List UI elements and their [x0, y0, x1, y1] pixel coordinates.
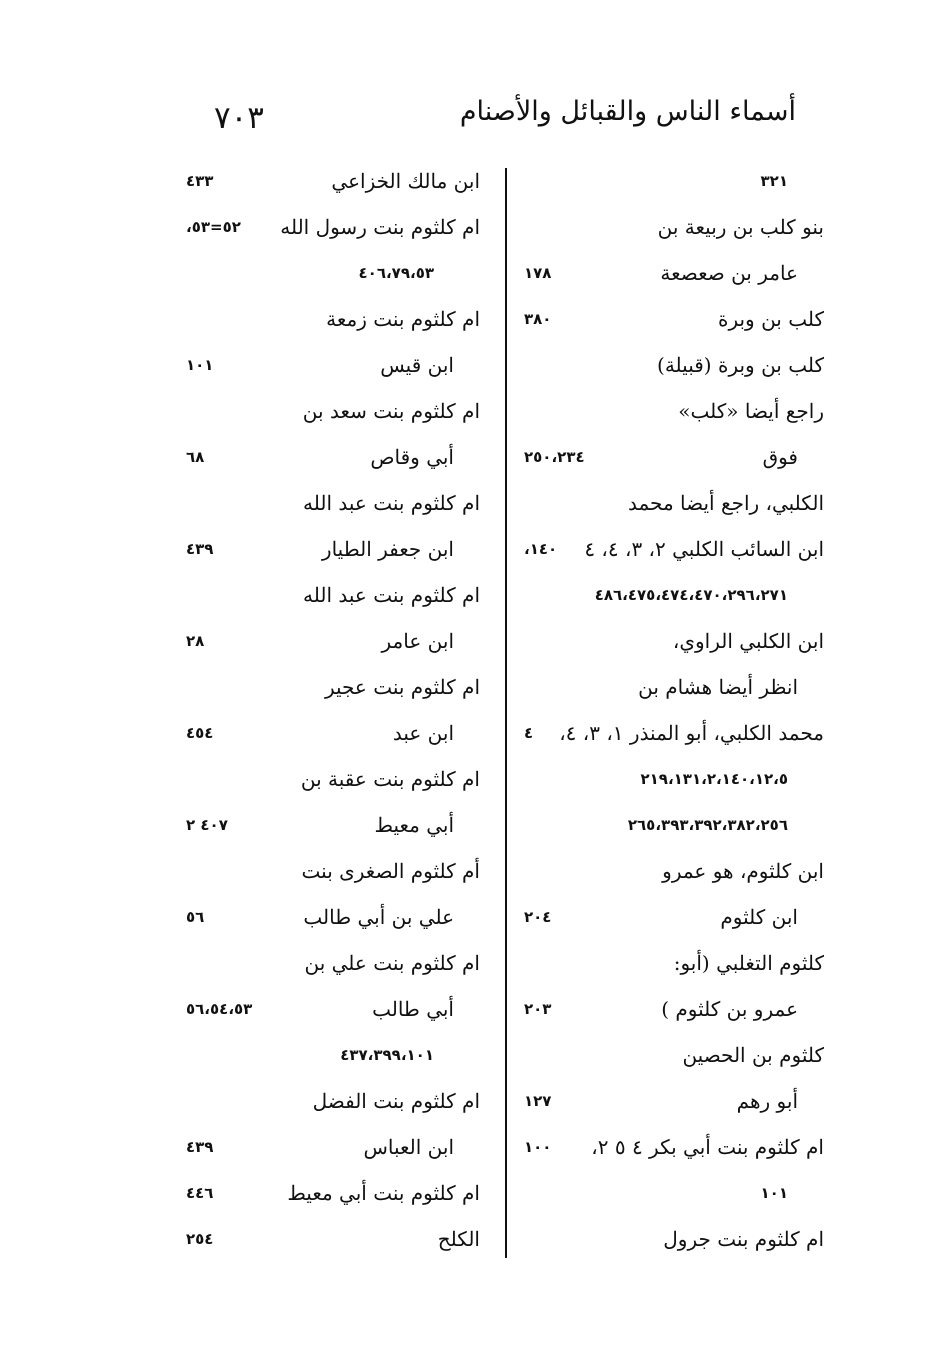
- entry-name: ابن عبد: [392, 721, 454, 745]
- index-entry: [176, 710, 494, 756]
- entry-name: ابن كلثوم: [720, 905, 798, 929]
- index-entry: [176, 342, 494, 388]
- entry-name: ام كلثوم بنت أبي بكر ٤ ٥ ٢،: [591, 1135, 824, 1159]
- entry-page-refs: ٢٦٥،٣٩٣،٣٩٢،٣٨٢،٢٥٦: [627, 816, 788, 834]
- column-divider: [505, 168, 507, 1258]
- index-entry: [518, 434, 828, 480]
- entry-name: ابن عامر: [381, 629, 454, 653]
- entry-name: ابن قيس: [380, 353, 454, 377]
- entry-name: كلب بن وبرة: [717, 307, 824, 331]
- entry-name: ام كلثوم بنت علي بن: [304, 951, 480, 975]
- entry-page-refs: ٥٦،٥٤،٥٣: [186, 1000, 253, 1018]
- index-entry: [518, 710, 828, 756]
- index-entry: [518, 388, 828, 434]
- entry-name: فوق: [762, 445, 798, 469]
- index-entry: [518, 1078, 828, 1124]
- entry-page-refs: ٥٢=٥٣،: [186, 218, 241, 236]
- right-index-column: [518, 158, 828, 1262]
- index-entry: [176, 204, 494, 250]
- entry-page-refs: ١٠١: [760, 1184, 788, 1202]
- index-entry: [176, 296, 494, 342]
- entry-page-refs: ٤٠٧ ٢: [186, 816, 228, 834]
- left-index-column: [176, 158, 494, 1262]
- entry-name: ام كلثوم بنت عبد الله: [303, 583, 480, 607]
- index-entry: [518, 480, 828, 526]
- entry-name: الكلبي، راجع أيضا محمد: [627, 491, 824, 515]
- entry-page-refs: ١٤٠،: [524, 540, 558, 558]
- index-entry: [176, 940, 494, 986]
- entry-name: كلثوم بن الحصين: [682, 1043, 824, 1067]
- entry-name: ام كلثوم بنت أبي معيط: [287, 1181, 480, 1205]
- index-entry: [518, 1216, 828, 1262]
- page-title: أسماء الناس والقبائل والأصنام: [459, 96, 796, 127]
- page-number: ٧٠٣: [214, 100, 264, 136]
- entry-page-refs: ٢٠٤: [524, 908, 552, 926]
- index-entry: [176, 572, 494, 618]
- index-entry: [176, 894, 494, 940]
- entry-name: ابن العباس: [363, 1135, 454, 1159]
- entry-name: ام كلثوم بنت عقبة بن: [300, 767, 480, 791]
- entry-page-refs: ٤٣٧،٣٩٩،١٠١: [340, 1046, 434, 1064]
- entry-name: كلب بن وبرة (قبيلة): [657, 353, 824, 377]
- entry-name: ابن الكلبي الراوي،: [672, 629, 824, 653]
- entry-page-refs: ٤٤٦: [186, 1184, 214, 1202]
- entry-name: ابن مالك الخزاعي: [331, 169, 480, 193]
- index-entry: [518, 848, 828, 894]
- index-entry: [176, 250, 494, 296]
- entry-name: ام كلثوم بنت زمعة: [326, 307, 480, 331]
- entry-name: ام كلثوم بنت جرول: [663, 1227, 824, 1251]
- page-header: [0, 96, 944, 146]
- entry-page-refs: ٤٣٩: [186, 1138, 214, 1156]
- entry-name: أبي طالب: [372, 997, 454, 1021]
- index-entry: [176, 664, 494, 710]
- entry-name: أم كلثوم الصغرى بنت: [301, 859, 480, 883]
- index-entry: [176, 526, 494, 572]
- index-entry: [518, 526, 828, 572]
- entry-page-refs: ٢٨: [186, 632, 205, 650]
- entry-name: بنو كلب بن ربيعة بن: [657, 215, 824, 239]
- index-entry: [518, 1032, 828, 1078]
- index-entry: [176, 1216, 494, 1262]
- index-entry: [176, 158, 494, 204]
- index-entry: [176, 1124, 494, 1170]
- entry-name: ام كلثوم بنت سعد بن: [302, 399, 480, 423]
- index-entry: [176, 986, 494, 1032]
- entry-page-refs: ١٧٨: [524, 264, 552, 282]
- index-entry: [518, 158, 828, 204]
- entry-page-refs: ٥٦: [186, 908, 205, 926]
- index-entry: [176, 480, 494, 526]
- index-entry: [518, 1124, 828, 1170]
- entry-name: ام كلثوم بنت عبد الله: [303, 491, 480, 515]
- index-entry: [176, 848, 494, 894]
- index-entry: [176, 802, 494, 848]
- entry-name: علي بن أبي طالب: [303, 905, 454, 929]
- index-entry: [518, 296, 828, 342]
- entry-name: ام كلثوم بنت الفضل: [312, 1089, 480, 1113]
- entry-name: ابن جعفر الطيار: [321, 537, 454, 561]
- entry-name: أبو رهم: [736, 1089, 798, 1113]
- entry-page-refs: ١٠٠: [524, 1138, 552, 1156]
- index-entry: [176, 1032, 494, 1078]
- index-entry: [518, 1170, 828, 1216]
- entry-page-refs: ٤٣٣: [186, 172, 214, 190]
- index-entry: [518, 986, 828, 1032]
- entry-page-refs: ٤٣٩: [186, 540, 214, 558]
- entry-name: ابن السائب الكلبي ٢، ٣، ٤، ٤: [584, 537, 824, 561]
- entry-name: راجع أيضا «كلب»: [678, 399, 824, 423]
- entry-page-refs: ١٢٧: [524, 1092, 552, 1110]
- index-entry: [518, 940, 828, 986]
- entry-page-refs: ٣٨٠: [524, 310, 552, 328]
- entry-page-refs: ٤٠٦،٧٩،٥٣: [358, 264, 434, 282]
- entry-page-refs: ٤٨٦،٤٧٥،٤٧٤،٤٧٠،٢٩٦،٢٧١: [594, 586, 788, 604]
- entry-name: كلثوم التغلبي (أبو:: [673, 951, 824, 975]
- entry-page-refs: ٢٥٠،٢٣٤: [524, 448, 585, 466]
- entry-name: عمرو بن كلثوم ): [661, 997, 798, 1021]
- index-entry: [176, 388, 494, 434]
- index-entry: [518, 756, 828, 802]
- index-entry: [518, 802, 828, 848]
- entry-name: الكلح: [437, 1227, 480, 1251]
- entry-name: محمد الكلبي، أبو المنذر ١، ٣، ٤،: [559, 721, 824, 745]
- entry-page-refs: ١٠١: [186, 356, 214, 374]
- index-entry: [176, 618, 494, 664]
- entry-page-refs: ٢١٩،١٣١،٢،١٤٠،١٢،٥: [640, 770, 788, 788]
- entry-page-refs: ٦٨: [186, 448, 205, 466]
- index-entry: [518, 664, 828, 710]
- entry-name: عامر بن صعصعة: [660, 261, 798, 285]
- index-entry: [176, 756, 494, 802]
- entry-page-refs: ٢٥٤: [186, 1230, 214, 1248]
- entry-page-refs: ٢٠٣: [524, 1000, 552, 1018]
- entry-name: أبي وقاص: [370, 445, 454, 469]
- entry-name: انظر أيضا هشام بن: [638, 675, 798, 699]
- index-entry: [518, 618, 828, 664]
- index-entry: [518, 342, 828, 388]
- entry-page-refs: ٤: [524, 724, 534, 742]
- entry-name: ام كلثوم بنت رسول الله: [280, 215, 480, 239]
- index-entry: [518, 204, 828, 250]
- index-entry: [518, 894, 828, 940]
- index-entry: [176, 1078, 494, 1124]
- index-entry: [176, 434, 494, 480]
- entry-name: ابن كلثوم، هو عمرو: [662, 859, 824, 883]
- entry-name: ام كلثوم بنت عجير: [324, 675, 480, 699]
- index-entry: [518, 250, 828, 296]
- entry-page-refs: ٣٢١: [760, 172, 788, 190]
- entry-page-refs: ٤٥٤: [186, 724, 214, 742]
- entry-name: أبي معيط: [374, 813, 454, 837]
- index-entry: [518, 572, 828, 618]
- index-entry: [176, 1170, 494, 1216]
